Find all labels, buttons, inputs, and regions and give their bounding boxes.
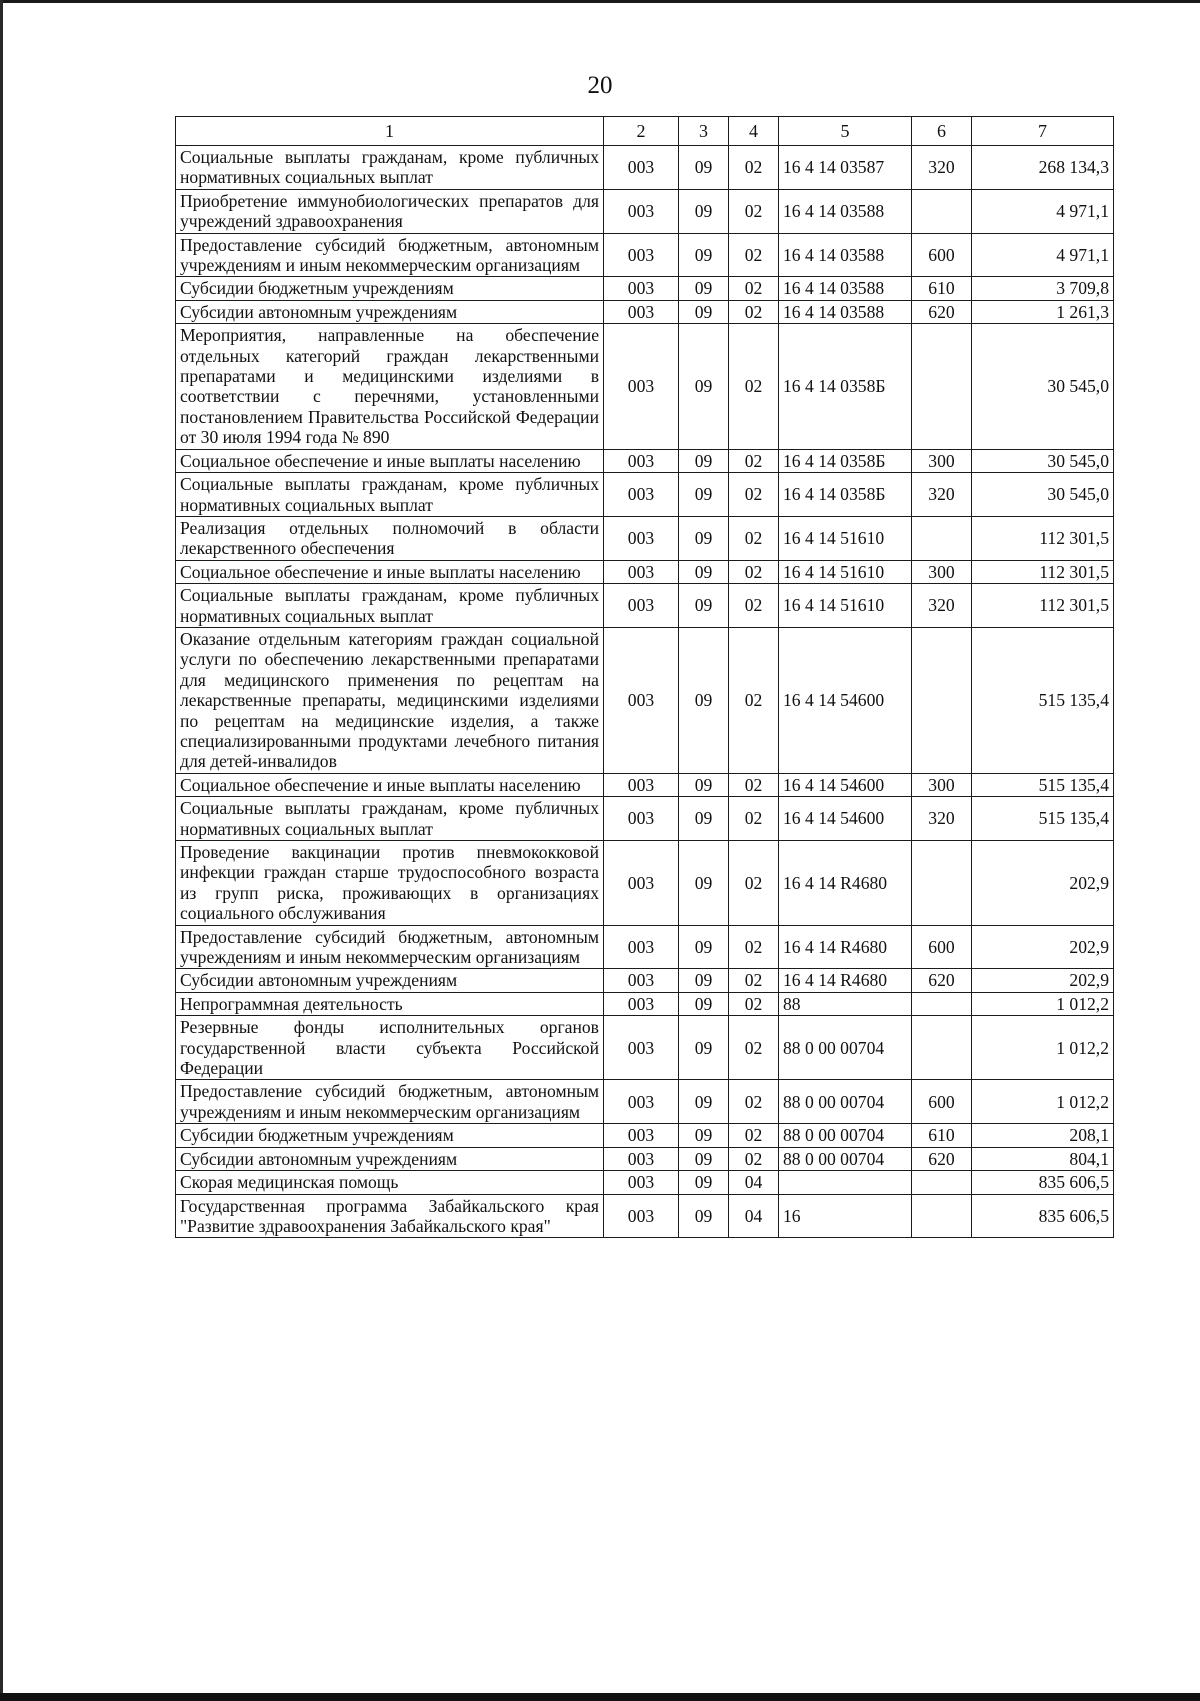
cell-amount: 1 012,2 [972,992,1114,1015]
cell-amount: 835 606,5 [972,1194,1114,1238]
cell-section-code: 09 [679,969,729,992]
cell-ministry-code: 003 [604,1080,679,1124]
cell-ministry-code: 003 [604,233,679,277]
cell-expense-type [912,627,972,773]
cell-section-code: 09 [679,1080,729,1124]
cell-target-article: 88 0 00 00704 [779,1016,912,1080]
cell-section-code: 09 [679,925,729,969]
cell-target-article: 16 4 14 03588 [779,189,912,233]
row-description: Государственная программа Забайкальского края "Развитие здравоохранения Забайкальского края" [176,1194,604,1238]
cell-amount: 30 545,0 [972,473,1114,517]
cell-ministry-code: 003 [604,925,679,969]
column-header: 2 [604,117,679,146]
cell-amount: 112 301,5 [972,560,1114,583]
cell-target-article: 88 0 00 00704 [779,1147,912,1170]
row-description: Предоставление субсидий бюджетным, автономным учреждениям и иным некоммерческим организациям [176,925,604,969]
cell-ministry-code: 003 [604,1016,679,1080]
row-description: Субсидии автономным учреждениям [176,969,604,992]
row-description: Социальные выплаты гражданам, кроме публичных нормативных социальных выплат [176,584,604,628]
cell-expense-type: 610 [912,1124,972,1147]
cell-section-code: 09 [679,1194,729,1238]
cell-subsection-code: 02 [729,992,779,1015]
header-row [176,117,1114,146]
cell-ministry-code: 003 [604,146,679,190]
cell-target-article: 16 4 14 R4680 [779,841,912,926]
cell-expense-type: 320 [912,146,972,190]
table-row [176,992,1114,1015]
cell-expense-type [912,841,972,926]
cell-expense-type: 320 [912,797,972,841]
cell-amount: 3 709,8 [972,277,1114,300]
cell-amount: 4 971,1 [972,233,1114,277]
cell-expense-type: 620 [912,969,972,992]
cell-ministry-code: 003 [604,1147,679,1170]
cell-section-code: 09 [679,992,729,1015]
row-description: Скорая медицинская помощь [176,1171,604,1194]
table-row [176,189,1114,233]
table-row [176,473,1114,517]
cell-section-code: 09 [679,1147,729,1170]
cell-expense-type: 300 [912,773,972,796]
cell-amount: 1 012,2 [972,1080,1114,1124]
cell-amount: 804,1 [972,1147,1114,1170]
cell-amount: 202,9 [972,841,1114,926]
cell-subsection-code: 04 [729,1171,779,1194]
table-row [176,1147,1114,1170]
table-row [176,1194,1114,1238]
table-row [176,584,1114,628]
cell-section-code: 09 [679,233,729,277]
row-description: Субсидии автономным учреждениям [176,300,604,323]
cell-section-code: 09 [679,797,729,841]
cell-section-code: 09 [679,627,729,773]
cell-ministry-code: 003 [604,1171,679,1194]
row-description: Предоставление субсидий бюджетным, автономным учреждениям и иным некоммерческим организациям [176,1080,604,1124]
cell-section-code: 09 [679,473,729,517]
cell-section-code: 09 [679,324,729,449]
cell-subsection-code: 02 [729,324,779,449]
budget-table [175,116,1114,1238]
cell-ministry-code: 003 [604,841,679,926]
cell-subsection-code: 02 [729,189,779,233]
cell-section-code: 09 [679,584,729,628]
cell-amount: 515 135,4 [972,627,1114,773]
cell-amount: 202,9 [972,925,1114,969]
cell-subsection-code: 02 [729,300,779,323]
cell-section-code: 09 [679,146,729,190]
cell-ministry-code: 003 [604,324,679,449]
cell-target-article: 16 4 14 0358Б [779,324,912,449]
cell-target-article: 16 4 14 R4680 [779,969,912,992]
cell-amount: 4 971,1 [972,189,1114,233]
cell-ministry-code: 003 [604,1194,679,1238]
cell-ministry-code: 003 [604,584,679,628]
cell-expense-type: 300 [912,560,972,583]
row-description: Резервные фонды исполнительных органов государственной власти субъекта Российской Федерации [176,1016,604,1080]
cell-subsection-code: 02 [729,449,779,472]
cell-subsection-code: 02 [729,1147,779,1170]
cell-amount: 1 012,2 [972,1016,1114,1080]
cell-subsection-code: 02 [729,146,779,190]
cell-section-code: 09 [679,277,729,300]
row-description: Социальные выплаты гражданам, кроме публичных нормативных социальных выплат [176,797,604,841]
table-row [176,797,1114,841]
cell-ministry-code: 003 [604,300,679,323]
row-description: Субсидии бюджетным учреждениям [176,1124,604,1147]
cell-subsection-code: 02 [729,773,779,796]
cell-ministry-code: 003 [604,189,679,233]
cell-amount: 515 135,4 [972,773,1114,796]
cell-subsection-code: 04 [729,1194,779,1238]
cell-target-article: 16 4 14 54600 [779,773,912,796]
column-header: 7 [972,117,1114,146]
row-description: Социальное обеспечение и иные выплаты населению [176,449,604,472]
row-description: Оказание отдельным категориям граждан социальной услуги по обеспечению лекарственными препаратами для медицинского применения по рецептам на лекарственные препараты, медицинскими изделиями по рецептам на медицинские изделия, а также специализированными продуктами лечебного питания для детей-инвалидов [176,627,604,773]
table-row [176,773,1114,796]
cell-section-code: 09 [679,189,729,233]
cell-expense-type [912,1194,972,1238]
cell-amount: 515 135,4 [972,797,1114,841]
cell-ministry-code: 003 [604,773,679,796]
cell-expense-type [912,324,972,449]
cell-expense-type [912,992,972,1015]
cell-section-code: 09 [679,1016,729,1080]
table-row [176,1171,1114,1194]
cell-expense-type [912,516,972,560]
scan-edge-left [0,0,3,1701]
cell-target-article: 88 0 00 00704 [779,1124,912,1147]
cell-target-article: 16 4 14 03588 [779,277,912,300]
cell-target-article: 16 4 14 0358Б [779,449,912,472]
row-description: Реализация отдельных полномочий в области лекарственного обеспечения [176,516,604,560]
table-row [176,627,1114,773]
cell-amount: 112 301,5 [972,516,1114,560]
cell-ministry-code: 003 [604,277,679,300]
column-header: 4 [729,117,779,146]
table-row [176,969,1114,992]
cell-expense-type: 600 [912,1080,972,1124]
cell-amount: 268 134,3 [972,146,1114,190]
cell-subsection-code: 02 [729,516,779,560]
cell-amount: 112 301,5 [972,584,1114,628]
cell-target-article: 16 4 14 54600 [779,627,912,773]
cell-subsection-code: 02 [729,627,779,773]
table-row [176,277,1114,300]
cell-subsection-code: 02 [729,277,779,300]
table-row [176,560,1114,583]
cell-ministry-code: 003 [604,1124,679,1147]
table-row [176,449,1114,472]
cell-target-article: 88 [779,992,912,1015]
column-header: 1 [176,117,604,146]
cell-ministry-code: 003 [604,797,679,841]
cell-expense-type: 620 [912,1147,972,1170]
table-row [176,1080,1114,1124]
cell-section-code: 09 [679,449,729,472]
column-header: 6 [912,117,972,146]
cell-expense-type [912,1016,972,1080]
row-description: Мероприятия, направленные на обеспечение отдельных категорий граждан лекарственными препаратами и медицинскими изделиями в соответствии с перечнями, установленными постановлением Правительства Российской Федерации от 30 июля 1994 года № 890 [176,324,604,449]
cell-target-article: 16 4 14 54600 [779,797,912,841]
cell-amount: 30 545,0 [972,449,1114,472]
cell-subsection-code: 02 [729,1080,779,1124]
cell-expense-type: 620 [912,300,972,323]
row-description: Предоставление субсидий бюджетным, автономным учреждениям и иным некоммерческим организациям [176,233,604,277]
cell-subsection-code: 02 [729,584,779,628]
cell-subsection-code: 02 [729,560,779,583]
table-row [176,233,1114,277]
cell-amount: 835 606,5 [972,1171,1114,1194]
cell-subsection-code: 02 [729,841,779,926]
cell-ministry-code: 003 [604,627,679,773]
scan-edge-top [0,0,1200,3]
cell-amount: 1 261,3 [972,300,1114,323]
cell-ministry-code: 003 [604,992,679,1015]
column-header: 5 [779,117,912,146]
page-number: 20 [587,72,613,99]
cell-target-article: 16 [779,1194,912,1238]
cell-amount: 208,1 [972,1124,1114,1147]
cell-expense-type: 600 [912,233,972,277]
cell-expense-type: 600 [912,925,972,969]
cell-subsection-code: 02 [729,1016,779,1080]
table-row [176,516,1114,560]
cell-target-article: 16 4 14 51610 [779,584,912,628]
cell-target-article: 16 4 14 0358Б [779,473,912,517]
table-row [176,146,1114,190]
cell-ministry-code: 003 [604,516,679,560]
row-description: Субсидии автономным учреждениям [176,1147,604,1170]
cell-ministry-code: 003 [604,473,679,517]
column-header: 3 [679,117,729,146]
row-description: Социальное обеспечение и иные выплаты населению [176,773,604,796]
row-description: Приобретение иммунобиологических препаратов для учреждений здравоохранения [176,189,604,233]
cell-expense-type [912,189,972,233]
cell-target-article: 88 0 00 00704 [779,1080,912,1124]
table-row [176,1016,1114,1080]
table-row [176,841,1114,926]
cell-expense-type: 320 [912,473,972,517]
cell-section-code: 09 [679,841,729,926]
row-description: Социальное обеспечение и иные выплаты населению [176,560,604,583]
cell-amount: 30 545,0 [972,324,1114,449]
table-row [176,925,1114,969]
row-description: Социальные выплаты гражданам, кроме публичных нормативных социальных выплат [176,473,604,517]
scan-edge-bottom [0,1693,1200,1701]
cell-ministry-code: 003 [604,969,679,992]
table-row [176,300,1114,323]
row-description: Субсидии бюджетным учреждениям [176,277,604,300]
cell-subsection-code: 02 [729,473,779,517]
cell-expense-type: 610 [912,277,972,300]
cell-target-article: 16 4 14 51610 [779,516,912,560]
cell-section-code: 09 [679,560,729,583]
cell-expense-type: 320 [912,584,972,628]
cell-target-article: 16 4 14 R4680 [779,925,912,969]
cell-target-article: 16 4 14 03588 [779,233,912,277]
row-description: Непрограммная деятельность [176,992,604,1015]
cell-expense-type: 300 [912,449,972,472]
table-row [176,324,1114,449]
row-description: Социальные выплаты гражданам, кроме публичных нормативных социальных выплат [176,146,604,190]
row-description: Проведение вакцинации против пневмококковой инфекции граждан старше трудоспособного возраста из групп риска, проживающих в организациях социального обслуживания [176,841,604,926]
cell-subsection-code: 02 [729,233,779,277]
cell-section-code: 09 [679,516,729,560]
cell-section-code: 09 [679,773,729,796]
cell-section-code: 09 [679,300,729,323]
cell-subsection-code: 02 [729,797,779,841]
cell-section-code: 09 [679,1124,729,1147]
cell-section-code: 09 [679,1171,729,1194]
cell-target-article: 16 4 14 03588 [779,300,912,323]
cell-target-article: 16 4 14 51610 [779,560,912,583]
cell-amount: 202,9 [972,969,1114,992]
cell-target-article: 16 4 14 03587 [779,146,912,190]
cell-subsection-code: 02 [729,925,779,969]
cell-target-article [779,1171,912,1194]
cell-expense-type [912,1171,972,1194]
cell-ministry-code: 003 [604,449,679,472]
table-row [176,1124,1114,1147]
cell-subsection-code: 02 [729,1124,779,1147]
cell-subsection-code: 02 [729,969,779,992]
cell-ministry-code: 003 [604,560,679,583]
